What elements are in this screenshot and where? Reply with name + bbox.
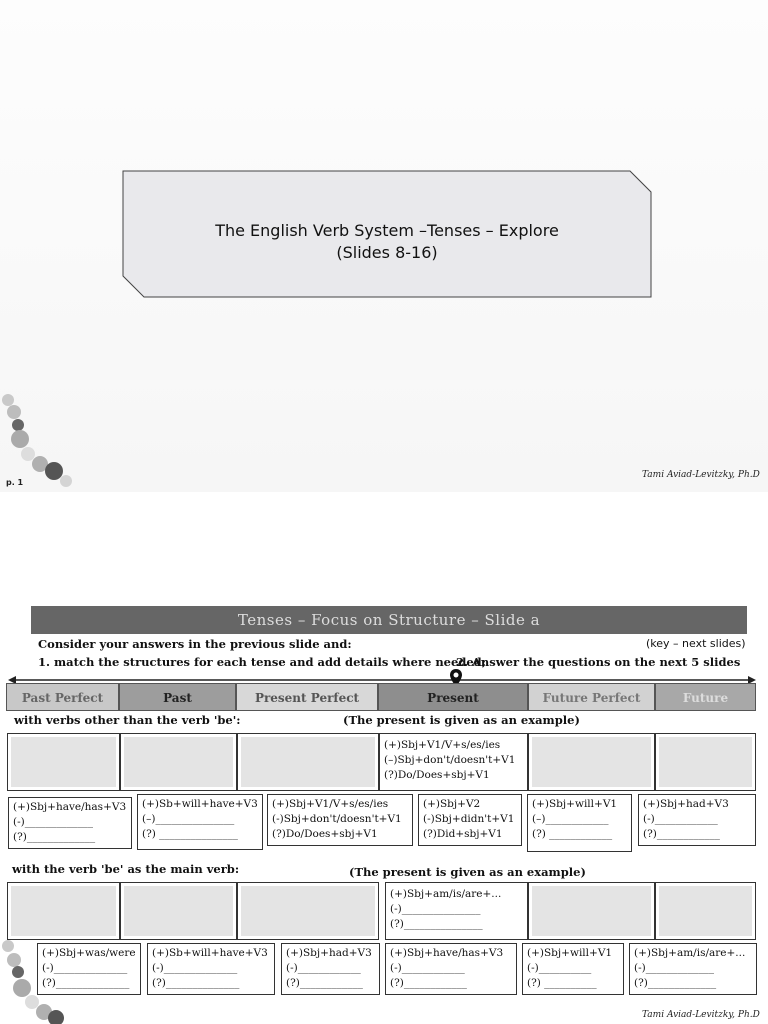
structure-card[interactable] [638, 794, 756, 846]
structure-line: (?) __________ [527, 977, 597, 989]
pearl-beads-decoration [0, 938, 72, 1024]
tense-past: Past [119, 683, 236, 711]
structure-card[interactable] [267, 794, 413, 846]
title-text [122, 220, 652, 264]
structure-line: (+)Sbj+was/were [42, 947, 136, 959]
structure-line: (-)____________ [390, 962, 465, 974]
section-2-label: with the verb 'be' as the main verb: [12, 862, 240, 876]
example-line: (+)Sbj+am/is/are+... [390, 888, 502, 900]
structure-line: (-)____________ [286, 962, 361, 974]
structure-card[interactable] [8, 797, 132, 849]
slide-2-header: Tenses – Focus on Structure – Slide a [31, 606, 747, 634]
instruction-step-1: 1. match the structures for each tense and add details where needed; [38, 655, 486, 669]
example-line: (-)_______________ [390, 903, 481, 915]
example-line: (+)Sbj+V1/V+s/es/ies [384, 739, 501, 751]
answer-slot[interactable] [237, 882, 379, 940]
structure-line: (?)_____________ [634, 977, 717, 989]
structure-card[interactable] [147, 943, 275, 995]
answer-slot[interactable] [528, 882, 655, 940]
title-box [122, 170, 652, 298]
structure-line: (+)Sbj+have/has+V3 [390, 947, 504, 959]
author-signature: Tami Aviad-Levitzky, Ph.D [642, 1010, 760, 1020]
structure-line: (?)____________ [286, 977, 363, 989]
instruction-step-2: 2. Answer the questions on the next 5 slides [456, 655, 741, 669]
structure-line: (?)_____________ [13, 831, 96, 843]
section-1-label: with verbs other than the verb 'be': [14, 713, 241, 727]
pearl-beads-decoration [0, 392, 80, 492]
structure-line: (-)_____________ [13, 816, 93, 828]
answer-slot[interactable] [655, 882, 756, 940]
structure-line: (–)____________ [532, 813, 609, 825]
page-number: p. 1 [6, 478, 24, 487]
structure-line: (-)Sbj+don't/doesn't+V1 [272, 813, 402, 825]
structure-line: (?)____________ [390, 977, 467, 989]
structure-line: (+)Sbj+have/has+V3 [13, 801, 127, 813]
structure-line: (+)Sbj+will+V1 [527, 947, 613, 959]
tense-future-perfect: Future Perfect [528, 683, 655, 711]
structure-line: (+)Sb+will+have+V3 [152, 947, 268, 959]
title-line-1: The English Verb System –Tenses – Explore [215, 221, 559, 240]
title-line-2: (Slides 8-16) [336, 243, 438, 262]
structure-card[interactable] [418, 794, 522, 846]
tense-future: Future [655, 683, 756, 711]
answer-slot[interactable] [120, 733, 237, 791]
tense-present-perfect: Present Perfect [236, 683, 378, 711]
key-note: (key – next slides) [646, 637, 746, 650]
answer-slot[interactable] [7, 882, 120, 940]
example-line: (–)Sbj+don't/doesn't+V1 [384, 754, 516, 766]
tense-past-perfect: Past Perfect [6, 683, 119, 711]
structure-line: (+)Sbj+had+V3 [286, 947, 372, 959]
structure-line: (-)__________ [527, 962, 592, 974]
present-example-box [379, 733, 528, 791]
tense-header-row [6, 683, 756, 713]
structure-line: (+)Sbj+am/is/are+... [634, 947, 746, 959]
answer-slot[interactable] [528, 733, 655, 791]
structure-card[interactable] [137, 794, 263, 850]
slide-1 [0, 0, 768, 492]
structure-line: (+)Sbj+will+V1 [532, 798, 618, 810]
structure-card[interactable] [522, 943, 624, 995]
structure-line: (?)Do/Does+sbj+V1 [272, 828, 378, 840]
structure-line: (?) _______________ [142, 828, 238, 840]
structure-card[interactable] [527, 794, 632, 852]
structure-line: (?) ____________ [532, 828, 613, 840]
structure-line: (-)Sbj+didn't+V1 [423, 813, 515, 825]
structure-line: (?)____________ [643, 828, 720, 840]
structure-line: (-)______________ [152, 962, 238, 974]
section-2-note: (The present is given as an example) [349, 865, 586, 879]
structure-line: (-)____________ [643, 813, 718, 825]
structure-card[interactable] [281, 943, 380, 995]
structure-line: (-)______________ [42, 962, 128, 974]
structure-line: (+)Sbj+had+V3 [643, 798, 729, 810]
structure-card[interactable] [385, 943, 517, 995]
present-be-example-box [385, 882, 528, 940]
structure-line: (+)Sbj+V2 [423, 798, 481, 810]
answer-slot[interactable] [655, 733, 756, 791]
answer-slot[interactable] [237, 733, 379, 791]
author-signature: Tami Aviad-Levitzky, Ph.D [642, 470, 760, 480]
structure-line: (–)_______________ [142, 813, 235, 825]
structure-line: (-)_____________ [634, 962, 714, 974]
structure-line: (?)______________ [152, 977, 240, 989]
slide-2 [0, 600, 768, 1024]
structure-line: (?)______________ [42, 977, 130, 989]
structure-card[interactable] [629, 943, 757, 995]
structure-line: (?)Did+sbj+V1 [423, 828, 503, 840]
example-line: (?)_______________ [390, 918, 483, 930]
tense-present: Present [378, 683, 528, 711]
structure-line: (+)Sb+will+have+V3 [142, 798, 258, 810]
answer-slot[interactable] [120, 882, 237, 940]
section-1-note: (The present is given as an example) [343, 713, 580, 727]
structure-line: (+)Sbj+V1/V+s/es/ies [272, 798, 389, 810]
answer-slot[interactable] [7, 733, 120, 791]
example-line: (?)Do/Does+sbj+V1 [384, 769, 490, 781]
instruction-line-1: Consider your answers in the previous slide and: [38, 637, 352, 651]
